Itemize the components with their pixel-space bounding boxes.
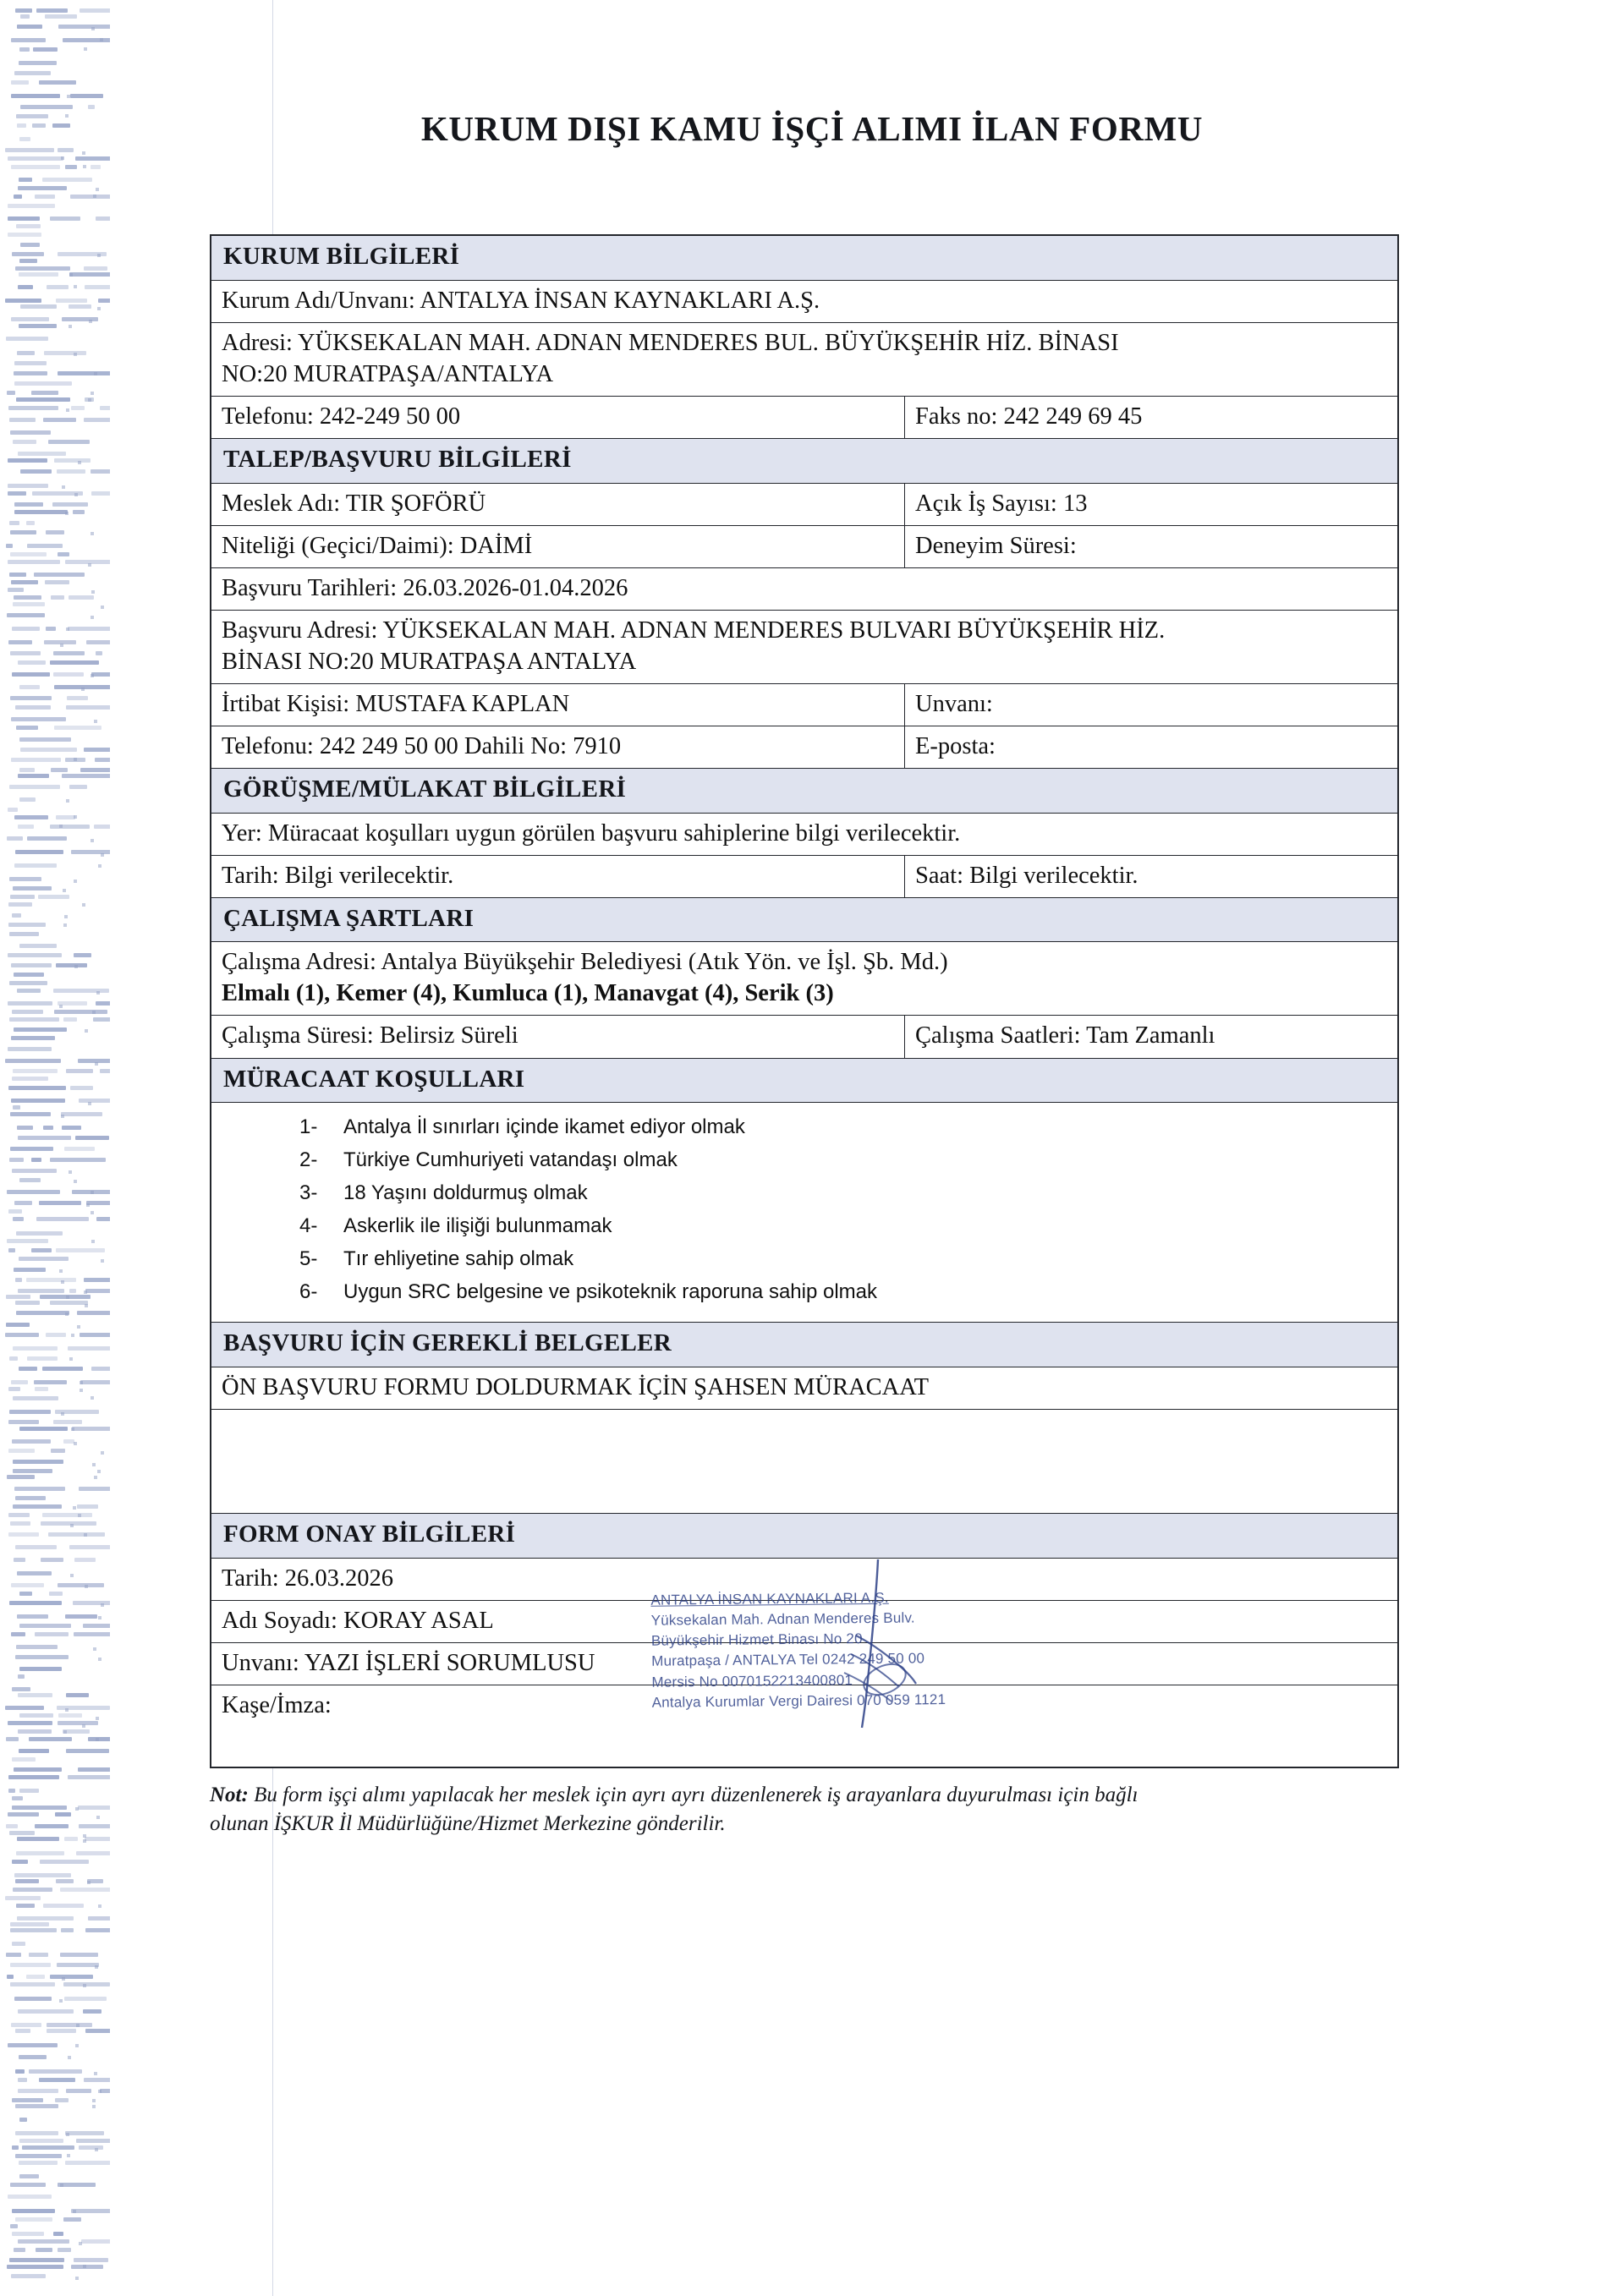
field-belgeler-blank bbox=[211, 1410, 1397, 1513]
field-calisma-suresi: Çalışma Süresi: Belirsiz Süreli bbox=[211, 1016, 905, 1057]
table-row bbox=[211, 1685, 1397, 1767]
table-row bbox=[211, 397, 1397, 439]
list-item-text: Uygun SRC belgesine ve psikoteknik raporuna sahip olmak bbox=[343, 1280, 878, 1303]
list-item bbox=[222, 1111, 1387, 1144]
table-row bbox=[211, 1643, 1397, 1685]
table-row bbox=[211, 1514, 1397, 1559]
list-item-text: Antalya İl sınırları içinde ikamet ediyor olmak bbox=[343, 1115, 745, 1139]
table-row bbox=[211, 1323, 1397, 1367]
field-irtibat-eposta: E-posta: bbox=[915, 732, 996, 759]
table-row bbox=[211, 1601, 1397, 1643]
list-item bbox=[222, 1243, 1387, 1276]
table-row bbox=[211, 898, 1397, 943]
page-title: KURUM DIŞI KAMU İŞÇİ ALIMI İLAN FORMU bbox=[420, 109, 1204, 148]
table-row bbox=[211, 1059, 1397, 1104]
field-calisma-ilceler: Elmalı (1), Kemer (4), Kumluca (1), Manavgat (4), Serik (3) bbox=[222, 980, 834, 1007]
section-header-talep: TALEP/BAŞVURU BİLGİLERİ bbox=[211, 439, 1397, 483]
table-row bbox=[211, 769, 1397, 814]
field-basvuru-adresi bbox=[211, 611, 1397, 683]
field-irtibat-unvani: Unvanı: bbox=[915, 690, 993, 717]
table-row bbox=[211, 611, 1397, 684]
table-row bbox=[211, 568, 1397, 611]
field-onay-unvani: Unvanı: YAZI İŞLERİ SORUMLUSU bbox=[222, 1649, 595, 1676]
table-row bbox=[211, 856, 1397, 898]
stamp-line-6: Antalya Kurumlar Vergi Dairesi 070 059 1121 bbox=[651, 1690, 946, 1711]
stamp-line-2: Yüksekalan Mah. Adnan Menderes Bulv. bbox=[650, 1609, 915, 1629]
list-item bbox=[222, 1177, 1387, 1210]
section-header-onay: FORM ONAY BİLGİLERİ bbox=[211, 1514, 1397, 1558]
section-header-kurum: KURUM BİLGİLERİ bbox=[211, 236, 1397, 280]
list-item-number: 3- bbox=[299, 1181, 318, 1204]
field-gorusme-yer: Yer: Müracaat koşulları uygun görülen başvuru sahiplerine bilgi verilecektir. bbox=[222, 819, 961, 847]
list-item-text: Askerlik ile ilişiği bulunmamak bbox=[343, 1214, 612, 1237]
list-item-text: 18 Yaşını doldurmuş olmak bbox=[343, 1181, 588, 1204]
field-gorusme-tarih: Tarih: Bilgi verilecektir. bbox=[211, 856, 905, 897]
list-item-text: Türkiye Cumhuriyeti vatandaşı olmak bbox=[343, 1148, 678, 1172]
section-header-gorusme: GÖRÜŞME/MÜLAKAT BİLGİLERİ bbox=[211, 769, 1397, 813]
list-item bbox=[222, 1144, 1387, 1177]
section-header-muracaat: MÜRACAAT KOŞULLARI bbox=[211, 1059, 1397, 1103]
field-basvuru-adresi-line2: BİNASI NO:20 MURATPAŞA ANTALYA bbox=[222, 648, 637, 675]
list-item-number: 4- bbox=[299, 1214, 318, 1237]
list-item-number: 2- bbox=[299, 1148, 318, 1172]
section-header-belgeler: BAŞVURU İÇİN GEREKLİ BELGELER bbox=[211, 1323, 1397, 1367]
scan-noise-artifact bbox=[0, 0, 110, 2296]
table-row bbox=[211, 323, 1397, 397]
stamp-line-4: Muratpaşa / ANTALYA Tel 0242 249 50 00 bbox=[651, 1650, 925, 1670]
table-row bbox=[211, 281, 1397, 323]
footnote-line2: olunan İŞKUR İl Müdürlüğüne/Hizmet Merkezine gönderilir. bbox=[210, 1811, 726, 1835]
field-meslek-adi: Meslek Adı: TIR ŞOFÖRÜ bbox=[211, 484, 905, 525]
form-table bbox=[210, 234, 1399, 1768]
field-acik-is-sayisi: Açık İş Sayısı: 13 bbox=[915, 490, 1088, 517]
field-belgeler-content: ÖN BAŞVURU FORMU DOLDURMAK İÇİN ŞAHSEN MÜRACAAT bbox=[222, 1374, 930, 1401]
field-calisma-adresi-text: Çalışma Adresi: Antalya Büyükşehir Belediyesi (Atık Yön. ve İşl. Şb. Md.) bbox=[222, 949, 948, 976]
field-kurum-adres-line1: Adresi: YÜKSEKALAN MAH. ADNAN MENDERES BUL. BÜYÜKŞEHİR HİZ. BİNASI bbox=[222, 329, 1119, 356]
field-basvuru-tarihleri: Başvuru Tarihleri: 26.03.2026-01.04.2026 bbox=[222, 574, 628, 601]
field-irtibat-kisisi: İrtibat Kişisi: MUSTAFA KAPLAN bbox=[211, 684, 905, 726]
table-row bbox=[211, 1367, 1397, 1410]
field-deneyim-suresi: Deneyim Süresi: bbox=[915, 532, 1077, 559]
field-calisma-adresi bbox=[211, 942, 1397, 1015]
list-item-number: 6- bbox=[299, 1280, 318, 1303]
list-item bbox=[222, 1276, 1387, 1309]
table-row bbox=[211, 484, 1397, 526]
field-kurum-adi: Kurum Adı/Unvanı: ANTALYA İNSAN KAYNAKLARI A.Ş. bbox=[222, 287, 820, 314]
muracaat-conditions-list bbox=[211, 1103, 1397, 1322]
table-row bbox=[211, 942, 1397, 1016]
field-kurum-telefon: Telefonu: 242-249 50 00 bbox=[211, 397, 905, 438]
table-row bbox=[211, 526, 1397, 568]
table-row bbox=[211, 439, 1397, 484]
field-irtibat-telefon: Telefonu: 242 249 50 00 Dahili No: 7910 bbox=[211, 726, 905, 768]
footnote bbox=[210, 1781, 1411, 1838]
stamp-line-3: Büyükşehir Hizmet Binası No 20 bbox=[650, 1630, 863, 1649]
field-calisma-saatleri: Çalışma Saatleri: Tam Zamanlı bbox=[915, 1022, 1215, 1049]
section-header-calisma: ÇALIŞMA ŞARTLARI bbox=[211, 898, 1397, 942]
field-gorusme-saat: Saat: Bilgi verilecektir. bbox=[915, 862, 1138, 889]
list-item-number: 1- bbox=[299, 1115, 318, 1139]
table-row bbox=[211, 684, 1397, 726]
field-kurum-faks: Faks no: 242 249 69 45 bbox=[915, 403, 1143, 430]
field-onay-tarih: Tarih: 26.03.2026 bbox=[222, 1564, 394, 1592]
field-kurum-adres-line2: NO:20 MURATPAŞA/ANTALYA bbox=[222, 360, 554, 387]
footnote-label: Not: bbox=[210, 1784, 249, 1806]
field-kurum-adres bbox=[211, 323, 1397, 396]
field-onay-kase-imza: Kaşe/İmza: bbox=[222, 1692, 332, 1718]
list-item bbox=[222, 1210, 1387, 1243]
list-item-number: 5- bbox=[299, 1247, 318, 1270]
table-row bbox=[211, 1103, 1397, 1323]
stamp-line-5: Mersis No 0070152213400801 bbox=[651, 1671, 853, 1690]
table-row bbox=[211, 814, 1397, 856]
table-row bbox=[211, 1559, 1397, 1601]
field-onay-adi-soyadi: Adı Soyadı: KORAY ASAL bbox=[222, 1607, 494, 1634]
list-item-text: Tır ehliyetine sahip olmak bbox=[343, 1247, 574, 1270]
footnote-line1: Bu form işçi alımı yapılacak her meslek için ayrı ayrı düzenlenerek iş arayanlara duyurulması için bağlı bbox=[248, 1784, 1138, 1806]
table-row bbox=[211, 1016, 1397, 1058]
stamp-line-1: ANTALYA İNSAN KAYNAKLARI A.Ş. bbox=[650, 1589, 889, 1608]
field-basvuru-adresi-line1: Başvuru Adresi: YÜKSEKALAN MAH. ADNAN MENDERES BULVARI BÜYÜKŞEHİR HİZ. bbox=[222, 616, 1166, 644]
table-row bbox=[211, 1410, 1397, 1514]
field-nitelik: Niteliği (Geçici/Daimi): DAİMİ bbox=[211, 526, 905, 567]
table-row bbox=[211, 236, 1397, 281]
table-row bbox=[211, 726, 1397, 769]
